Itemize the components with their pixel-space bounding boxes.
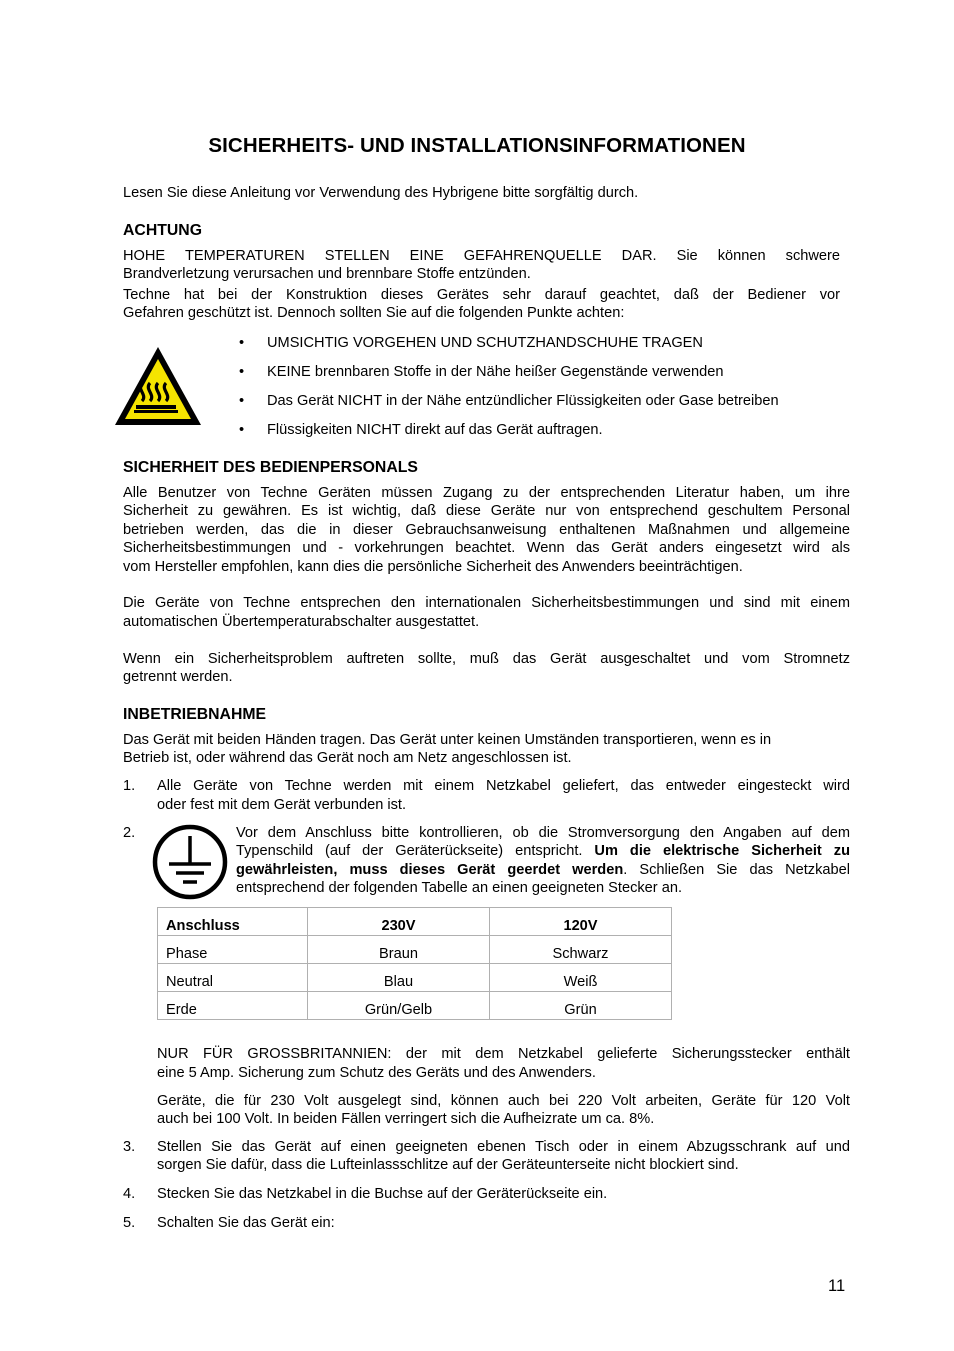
bullet-marker: • xyxy=(239,422,245,438)
table-cell: Weiß xyxy=(490,964,672,992)
achtung-p1-line1: HOHE TEMPERATUREN STELLEN EINE GEFAHRENQUELLE DAR. Sie können schwere xyxy=(123,248,840,264)
list-number: 4. xyxy=(123,1186,136,1202)
bullet-item: KEINE brennbaren Stoffe in der Nähe heißer Gegenstände verwenden xyxy=(267,364,724,380)
table-row xyxy=(158,936,672,964)
table-row xyxy=(158,964,672,992)
item4-text: Stecken Sie das Netzkabel in die Buchse auf der Geräterückseite ein. xyxy=(157,1186,608,1202)
achtung-p2-line2: Gefahren geschützt ist. Dennoch sollten Sie auf die folgenden Punkte achten: xyxy=(123,305,625,321)
personal-p3-line: Wenn ein Sicherheitsproblem auftreten sollte, muß das Gerät ausgeschaltet und vom Stromnetz xyxy=(123,651,850,667)
table-cell: Braun xyxy=(308,936,490,964)
list-number: 3. xyxy=(123,1139,136,1155)
personal-p1-line: Sicherheitsbestimmungen und - vorkehrungen beachtet. Wenn das Gerät anders eingesetzt wird als xyxy=(123,540,850,556)
achtung-p1-line2: Brandverletzung verursachen und brennbare Stoffe entzünden. xyxy=(123,266,531,282)
table-cell: Grün/Gelb xyxy=(308,992,490,1020)
table-cell: Schwarz xyxy=(490,936,672,964)
personal-p1-line: vom Hersteller empfohlen, kann dies die persönliche Sicherheit des Anwenders beeinträchtigen. xyxy=(123,559,743,575)
inbetrieb-intro-line: Betrieb ist, oder während das Gerät noch am Netz angeschlossen ist. xyxy=(123,750,572,766)
item2-line: Vor dem Anschluss bitte kontrollieren, ob die Stromversorgung den Angaben auf dem xyxy=(236,825,850,841)
table-header-cell: 120V xyxy=(490,908,672,936)
gb-note-line: NUR FÜR GROSSBRITANNIEN: der mit dem Netzkabel gelieferte Sicherungsstecker enthält xyxy=(157,1046,850,1062)
table-header-row xyxy=(158,908,672,936)
item3-line: sorgen Sie dafür, dass die Lufteinlassschlitze auf der Geräteunterseite nicht blockiert sind. xyxy=(157,1157,739,1173)
item1-line: oder fest mit dem Gerät verbunden ist. xyxy=(157,797,407,813)
intro-text: Lesen Sie diese Anleitung vor Verwendung des Hybrigene bitte sorgfältig durch. xyxy=(123,185,639,201)
item2-line xyxy=(236,861,850,880)
item3-line: Stellen Sie das Gerät auf einen geeigneten ebenen Tisch oder in einem Abzugsschrank auf und xyxy=(157,1139,850,1155)
table-cell: Grün xyxy=(490,992,672,1020)
list-number: 2. xyxy=(123,825,136,841)
item2-text: . Schließen Sie das Netzkabel xyxy=(623,862,850,878)
voltage-note-line: Geräte, die für 230 Volt ausgelegt sind, können auch bei 220 Volt arbeiten, Geräte für 120 Volt xyxy=(157,1093,850,1109)
page-title: SICHERHEITS- UND INSTALLATIONSINFORMATIONEN xyxy=(208,134,746,157)
personal-p3-line: getrennt werden. xyxy=(123,669,233,685)
table-cell: Neutral xyxy=(158,964,308,992)
bullet-marker: • xyxy=(239,393,245,409)
personal-p1-line: Sicherheit zu gewähren. Es ist wichtig, daß diese Geräte nur von entsprechend geschultem Personal xyxy=(123,503,850,519)
table-cell: Phase xyxy=(158,936,308,964)
personal-p2-line: Die Geräte von Techne entsprechen den internationalen Sicherheitsbestimmungen und sind mit einem xyxy=(123,595,850,611)
bullet-item: Das Gerät NICHT in der Nähe entzündlicher Flüssigkeiten oder Gase betreiben xyxy=(267,393,779,409)
table-row xyxy=(158,992,672,1020)
table-header-cell: Anschluss xyxy=(158,908,308,936)
connection-table xyxy=(157,907,672,1020)
personal-p1-line: betrieben werden, das die in dieser Gebrauchsanweisung enthaltenen Maßnahmen und allgemeine xyxy=(123,522,850,538)
item2-bold-text: gewährleisten, muss dieses Gerät geerdet werden xyxy=(236,862,624,878)
table-header-cell: 230V xyxy=(308,908,490,936)
achtung-p2-line1: Techne hat bei der Konstruktion dieses Gerätes sehr darauf geachtet, daß der Bediener vor xyxy=(123,287,840,303)
bullet-item: UMSICHTIG VORGEHEN UND SCHUTZHANDSCHUHE TRAGEN xyxy=(267,335,703,351)
achtung-heading: ACHTUNG xyxy=(123,222,202,239)
item5-text: Schalten Sie das Gerät ein: xyxy=(157,1215,335,1231)
inbetrieb-heading: INBETRIEBNAHME xyxy=(123,706,267,723)
table-cell: Blau xyxy=(308,964,490,992)
item2-text: Typenschild (auf der Geräterückseite) entspricht. xyxy=(236,843,595,859)
item1-line: Alle Geräte von Techne werden mit einem Netzkabel geliefert, das entweder eingesteckt wird xyxy=(157,778,850,794)
gb-note-line: eine 5 Amp. Sicherung zum Schutz des Geräts und des Anwenders. xyxy=(157,1065,596,1081)
personal-p1-line: Alle Benutzer von Techne Geräten müssen Zugang zu der entsprechenden Literatur haben, um ihre xyxy=(123,485,850,501)
earth-ground-icon xyxy=(149,822,231,902)
list-number: 5. xyxy=(123,1215,136,1231)
bullet-marker: • xyxy=(239,364,245,380)
personal-p2-line: automatischen Übertemperaturabschalter ausgestattet. xyxy=(123,614,480,630)
page-number: 11 xyxy=(828,1277,846,1295)
item2-bold-text: Um die elektrische Sicherheit zu xyxy=(594,843,850,859)
item2-line: entsprechend der folgenden Tabelle an einen geeigneten Stecker an. xyxy=(236,880,682,896)
bullet-item: Flüssigkeiten NICHT direkt auf das Gerät auftragen. xyxy=(267,422,603,438)
bullet-marker: • xyxy=(239,335,245,351)
voltage-note-line: auch bei 100 Volt. In beiden Fällen verringert sich die Aufheizrate um ca. 8%. xyxy=(157,1111,655,1127)
inbetrieb-intro-line: Das Gerät mit beiden Händen tragen. Das Gerät unter keinen Umständen transportieren, wenn es in xyxy=(123,732,772,748)
list-number: 1. xyxy=(123,778,136,794)
item2-line xyxy=(236,842,850,861)
table-cell: Erde xyxy=(158,992,308,1020)
hot-surface-warning-icon xyxy=(112,343,204,429)
personal-heading: SICHERHEIT DES BEDIENPERSONALS xyxy=(123,459,418,476)
